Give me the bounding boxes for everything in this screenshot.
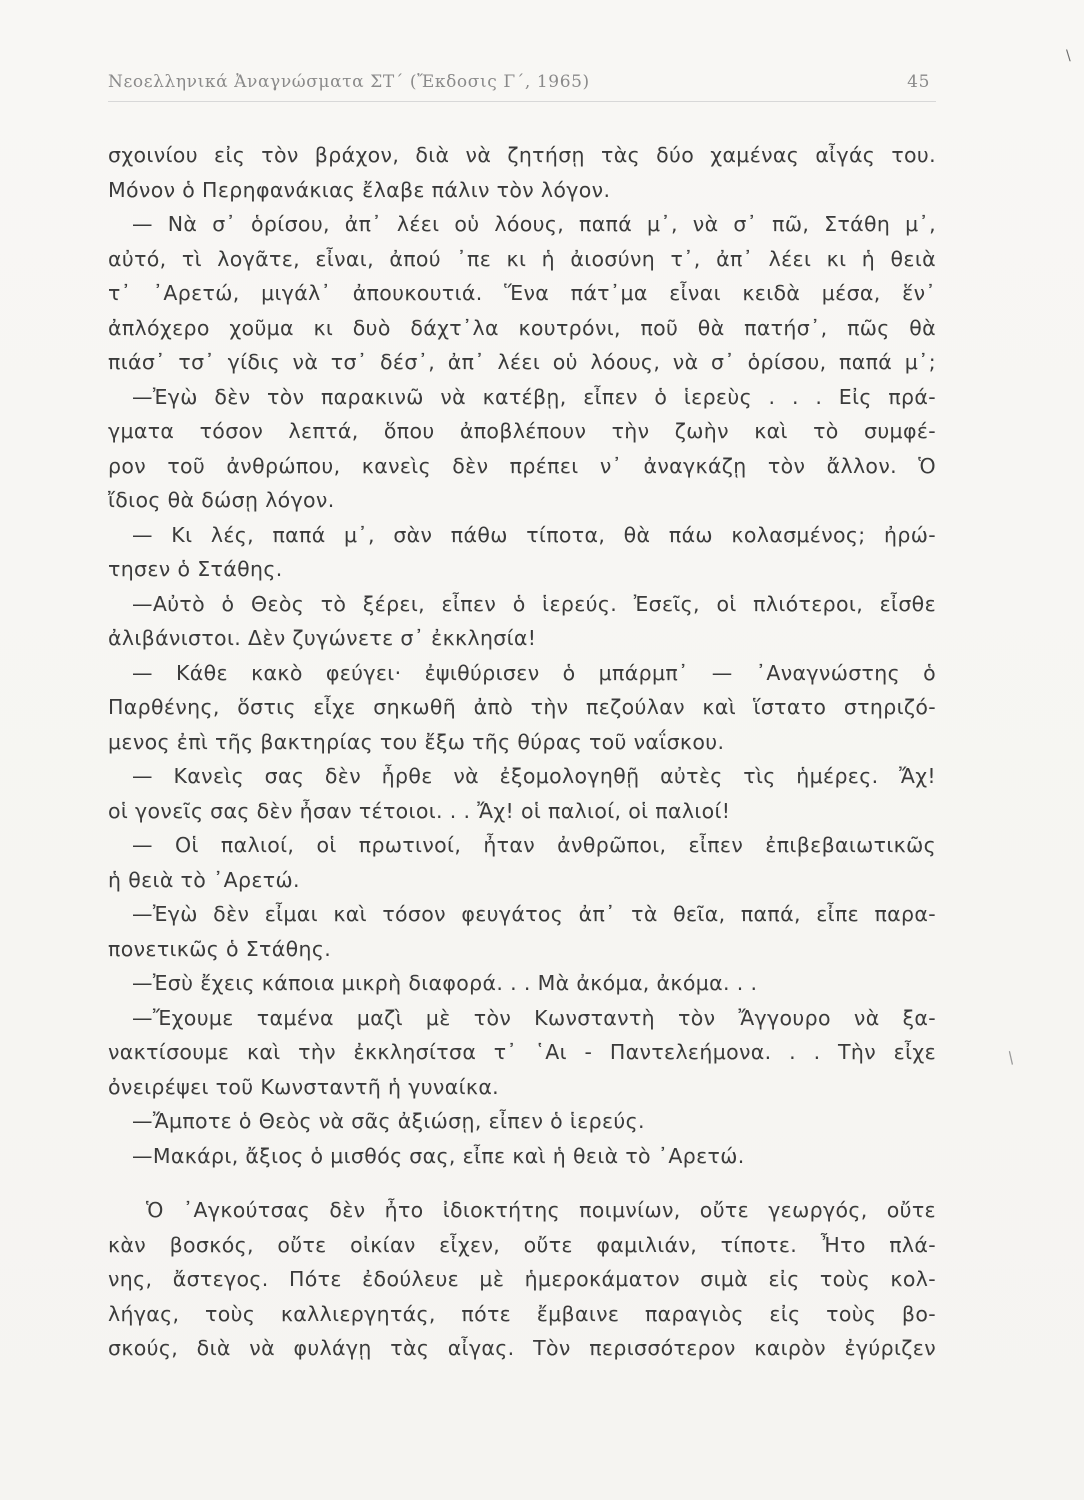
text-line: —Ἐσὺ ἔχεις κάποια μικρὴ διαφορά. . . Μὰ ἀκόμα, ἀκόμα. . .: [132, 971, 758, 995]
text-line: —Ἐγὼ δὲν εἶμαι καὶ τόσον φευγάτος ἀπ᾿ τὰ θεῖα, παπά, εἶπε παρα-: [132, 902, 936, 926]
text-line: ἡ θειὰ τὸ ᾿Αρετώ.: [108, 867, 300, 892]
text-line: —Ἄμποτε ὁ Θεὸς νὰ σᾶς ἀξιώσῃ, εἶπεν ὁ ἱερεύς.: [132, 1109, 645, 1133]
text-line: τ᾿ ᾿Αρετώ, μιγάλ᾿ ἀπουκουτιά. Ἕνα πάτ᾿μα εἶναι κειδὰ μέσα, ἕν᾿: [108, 281, 936, 305]
text-line: πονετικῶς ὁ Στάθης.: [108, 936, 332, 961]
text-line: ρον τοῦ ἀνθρώπου, κανεὶς δὲν πρέπει ν᾿ ἀναγκάζῃ τὸν ἄλλον. Ὁ: [108, 453, 936, 478]
text-line: — Κανεὶς σας δὲν ἦρθε νὰ ἐξομολογηθῇ αὐτὲς τὶς ἡμέρες. Ἄχ!: [132, 764, 936, 788]
text-line: — Κι λές, παπά μ᾿, σὰν πάθω τίποτα, θὰ πάω κολασμένος; ἠρώ-: [132, 522, 936, 547]
text-line: σχοινίου εἰς τὸν βράχον, διὰ νὰ ζητήσῃ τὰς δύο χαμένας αἶγάς του.: [108, 143, 936, 167]
text-line: ἀπλόχερο χοῦμα κι δυὸ δάχτ᾿λα κουτρόνι, ποῦ θὰ πατήσ᾿, πῶς θὰ: [108, 315, 936, 340]
text-line: νης, ἄστεγος. Πότε ἐδούλευε μὲ ἡμεροκάματον σιμὰ εἰς τοὺς κολ-: [108, 1267, 936, 1291]
text-line: Μόνον ὁ Περηφανάκιας ἔλαβε πάλιν τὸν λόγον.: [108, 177, 611, 202]
page-header: [108, 72, 936, 102]
text-line: τησεν ὁ Στάθης.: [108, 557, 283, 581]
text-line: μενος ἐπὶ τῆς βακτηρίας του ἔξω τῆς θύρας τοῦ ναΐσκου.: [108, 729, 725, 754]
text-line: — Οἱ παλιοί, οἱ πρωτινοί, ἦταν ἀνθρῶποι, εἶπεν ἐπιβεβαιωτικῶς: [132, 833, 936, 857]
text-line: σκούς, διὰ νὰ φυλάγῃ τὰς αἶγας. Τὸν περισσότερον καιρὸν ἐγύριζεν: [108, 1336, 936, 1360]
text-line: —Μακάρι, ἄξιος ὁ μισθός σας, εἶπε καὶ ἡ θειὰ τὸ ᾿Αρετώ.: [132, 1143, 745, 1168]
text-line: πιάσ᾿ τσ᾿ γίδις νὰ τσ᾿ δέσ᾿, ἀπ᾿ λέει οὑ λόους, νὰ σ᾿ ὁρίσου, παπά μ᾿;: [108, 350, 936, 374]
text-line: οἱ γονεῖς σας δὲν ἦσαν τέτοιοι. . . Ἄχ! οἱ παλιοί, οἱ παλιοί!: [108, 798, 731, 823]
text-line: κὰν βοσκός, οὔτε οἰκίαν εἶχεν, οὔτε φαμιλιάν, τίποτε. Ἦτο πλά-: [108, 1232, 936, 1257]
text-line: αὐτό, τὶ λογᾶτε, εἶναι, ἀπού ᾿πε κι ἡ ἀιοσύνη τ᾿, ἀπ᾿ λέει κι ἡ θειὰ: [108, 246, 936, 271]
text-line: ὀνειρέψει τοῦ Κωνσταντῆ ἡ γυναίκα.: [108, 1074, 500, 1099]
text-line: — Κάθε κακὸ φεύγει· ἐψιθύρισεν ὁ μπάρμπ᾿ — ᾿Αναγνώστης ὁ: [132, 660, 936, 685]
text-line: γματα τόσον λεπτά, ὅπου ἀποβλέπουν τὴν ζωὴν καὶ τὸ συμφέ-: [108, 419, 936, 443]
page-number: 45: [907, 72, 930, 92]
text-line: —Ἔχουμε ταμένα μαζὶ μὲ τὸν Κωνσταντὴ τὸν Ἄγγουρο νὰ ξα-: [132, 1005, 936, 1030]
text-line: λήγας, τοὺς καλλιεργητάς, πότε ἔμβαινε παραγιὸς εἰς τοὺς βο-: [108, 1301, 936, 1326]
margin-mark: \: [1066, 48, 1071, 64]
text-line: ἀλιβάνιστοι. Δὲν ζυγώνετε σ᾿ ἐκκλησία!: [108, 626, 537, 650]
text-line: —Αὐτὸ ὁ Θεὸς τὸ ξέρει, εἶπεν ὁ ἱερεύς. Ἐσεῖς, οἱ πλιότεροι, εἶσθε: [132, 591, 936, 616]
text-line: —Ἐγὼ δὲν τὸν παρακινῶ νὰ κατέβῃ, εἶπεν ὁ ἱερεὺς . . . Εἰς πρά-: [132, 384, 936, 409]
text-line: ἴδιος θὰ δώσῃ λόγον.: [108, 488, 335, 512]
margin-tick: /: [1003, 1047, 1018, 1068]
text-line: Παρθένης, ὅστις εἶχε σηκωθῆ ἀπὸ τὴν πεζούλαν καὶ ἵστατο στηριζό-: [108, 695, 936, 719]
text-line: νακτίσουμε καὶ τὴν ἐκκλησίτσα τ᾿ ῾Αι - Παντελεήμονα. . . Τὴν εἶχε: [108, 1040, 936, 1064]
text-line: — Νὰ σ᾿ ὁρίσου, ἀπ᾿ λέει οὑ λόους, παπά μ᾿, νὰ σ᾿ πῶ, Στάθη μ᾿,: [132, 212, 936, 236]
body-text: [108, 138, 936, 1366]
header-rule: [108, 101, 936, 102]
running-title: Νεοελληνικά Ἀναγνώσματα ΣΤ΄ (Ἔκδοσις Γ΄, 1965): [108, 72, 590, 92]
text-line: Ὁ ᾿Αγκούτσας δὲν ἦτο ἰδιοκτήτης ποιμνίων, οὔτε γεωργός, οὔτε: [146, 1198, 936, 1222]
